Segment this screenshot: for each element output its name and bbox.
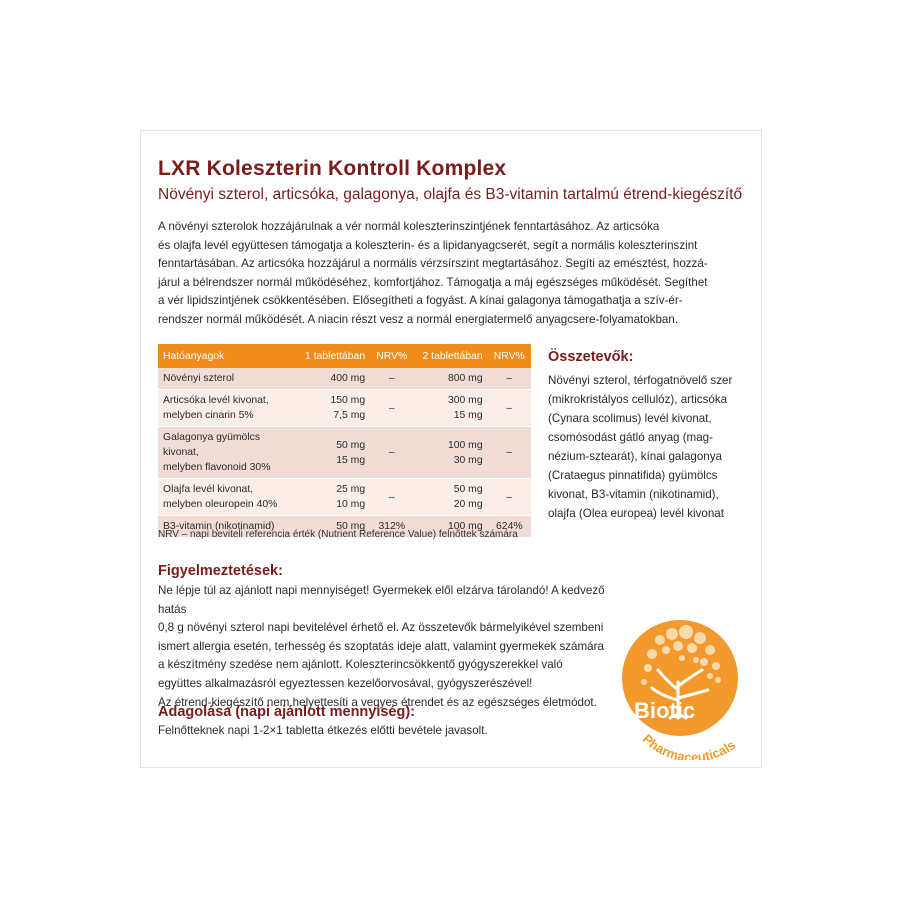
ingredient-name-line: melyben oleuropein 40% (163, 499, 278, 510)
warnings-line: ismert allergia esetén, terhesség és szoptatás ideje alatt, valamint gyermekek számára (158, 639, 604, 653)
header-per-1-tablet: 1 tablettában (296, 344, 370, 368)
amount-line: 300 mg (447, 395, 483, 406)
header-nrv-1: NRV% (370, 344, 413, 368)
intro-line: a vér lipidszintjének csökkentésében. Elősegítheti a fogyást. A kínai galagonya támogathatja a szív-ér- (158, 294, 683, 307)
biotic-pharmaceuticals-logo (612, 600, 762, 760)
header-nrv-2: NRV% (488, 344, 531, 368)
warnings-text (158, 582, 618, 712)
ingredient-name-line: melyben flavonoid 30% (163, 462, 271, 473)
ingredient-name-line: Olajfa levél kivonat, (163, 484, 254, 495)
nrv-2-tablets: – (488, 390, 531, 427)
ingredient-name-line: Galagonya gyümölcs kivonat, (163, 432, 261, 458)
warnings-line: 0,8 g növényi szterol napi bevitelével érhető el. Az összetevők bármelyikével szembeni (158, 621, 604, 635)
intro-text (158, 218, 748, 329)
active-ingredients-table (158, 344, 531, 538)
amount-line: 50 mg (336, 521, 366, 532)
warnings-line: Az étrend-kiegészítő nem helyettesíti a vegyes étrendet és az egészséges életmódot. (158, 695, 597, 709)
amount-1-tablet (296, 368, 370, 390)
header-active-ingredients: Hatóanyagok (158, 344, 296, 368)
warnings-line: Ne lépje túl az ajánlott napi mennyiséget! Gyermekek elől elzárva tárolandó! A kedvező hatás (158, 584, 605, 616)
ingredients-line: (Crataegus pinnatifida) gyümölcs (548, 469, 718, 482)
intro-line: és olajfa levél együttesen támogatja a koleszterin- és a lipidanyagcserét, segít a normális koleszterinszint (158, 238, 698, 252)
ingredients-line: kivonat, B3-vitamin (nikotinamid), (548, 488, 719, 501)
amount-line: 10 mg (336, 499, 366, 510)
logo-arc-path-text: Pharmaceuticals (639, 731, 739, 760)
product-title: LXR Koleszterin Kontroll Komplex (158, 157, 507, 180)
ingredient-name-line: Articsóka levél kivonat, (163, 395, 269, 406)
amount-2-tablets (413, 368, 487, 390)
intro-line: A növényi szterolok hozzájárulnak a vér normál koleszterinszintjének fenntartásához. Az articsóka (158, 220, 660, 233)
dosage-text: Felnőtteknek napi 1-2×1 tabletta étkezés előtti bevétele javasolt. (158, 724, 488, 737)
table-row (158, 479, 531, 516)
amount-line: 400 mg (330, 373, 366, 384)
ingredient-name (158, 368, 296, 390)
nrv-1-tablet: – (370, 479, 413, 516)
nrv-1-tablet: – (370, 427, 413, 479)
amount-line: 25 mg (336, 484, 366, 495)
warnings-heading: Figyelmeztetések: (158, 563, 283, 579)
nrv-1-tablet: 312% (370, 516, 413, 538)
amount-2-tablets (413, 390, 487, 427)
ingredient-name-line: Növényi szterol (163, 373, 235, 384)
amount-line: 15 mg (336, 454, 366, 466)
amount-line: 50 mg (336, 439, 366, 451)
logo-text-arc (640, 731, 738, 760)
amount-line: 50 mg (453, 484, 483, 495)
ingredient-name-line: B3-vitamin (nikotinamid) (163, 521, 275, 532)
intro-line: fenntartásában. Az articsóka hozzájárul a normális vérzsírszint megtartásához. Segíti az emésztést, hozzá- (158, 257, 708, 270)
dosage-heading: Adagolása (napi ajánlott mennyiség): (158, 704, 416, 720)
amount-1-tablet (296, 479, 370, 516)
logo-text-main: Biotic (634, 698, 696, 723)
ingredients-text (548, 371, 753, 523)
amount-line: 15 mg (453, 410, 483, 421)
logo-graphic (612, 600, 762, 760)
ingredients-line: nézium-sztearát), kínai galagonya (548, 450, 722, 463)
nrv-2-tablets: 624% (488, 516, 531, 538)
amount-line: 800 mg (447, 373, 483, 384)
intro-line: rendszer normál működését. A niacin részt vesz a normál energiatermelő anyagcsere-folyamatokban. (158, 312, 679, 326)
ingredient-name-line: melyben cinarin 5% (163, 410, 254, 421)
ingredients-line: olajfa (Olea europea) levél kivonat (548, 507, 724, 520)
nrv-2-tablets: – (488, 427, 531, 479)
intro-line: járul a bélrendszer normál működéséhez, komfortjához. Támogatja a máj egészséges működését. Segíthet (158, 275, 708, 289)
nrv-footnote: NRV – napi beviteli referencia érték (Nutrient Reference Value) felnőttek számára (158, 529, 518, 540)
header-per-2-tablets: 2 tablettában (413, 344, 487, 368)
table-header-row (158, 344, 531, 368)
ingredients-heading: Összetevők: (548, 349, 634, 365)
amount-line: 30 mg (453, 454, 483, 466)
ingredients-line: csomósodást gátló anyag (mag- (548, 431, 713, 444)
warnings-line: együttes alkalmazásról egyeztessen kezelőorvosával, gyógyszerészével! (158, 676, 533, 690)
ingredients-line: (Cynara scolimus) levél kivonat, (548, 412, 712, 425)
product-subtitle: Növényi szterol, articsóka, galagonya, olajfa és B3-vitamin tartalmú étrend-kiegészítő (158, 186, 743, 203)
ingredient-name (158, 390, 296, 427)
amount-line: 7,5 mg (333, 410, 366, 421)
ingredients-line: (mikrokristályos cellulóz), articsóka (548, 393, 728, 406)
amount-line: 150 mg (330, 395, 366, 406)
amount-1-tablet (296, 427, 370, 479)
amount-line: 20 mg (453, 499, 483, 510)
ingredients-line: Növényi szterol, térfogatnövelő szer (548, 374, 733, 387)
warnings-line: a készítmény szedése nem ajánlott. Koleszterincsökkentő gyógyszerekkel való (158, 658, 563, 672)
table-row (158, 368, 531, 390)
nrv-2-tablets: – (488, 368, 531, 390)
amount-2-tablets (413, 479, 487, 516)
nrv-2-tablets: – (488, 479, 531, 516)
nrv-1-tablet: – (370, 368, 413, 390)
table-row (158, 390, 531, 427)
nrv-1-tablet: – (370, 390, 413, 427)
amount-line: 100 mg (447, 521, 483, 532)
amount-2-tablets (413, 427, 487, 479)
table-row (158, 427, 531, 479)
ingredient-name (158, 479, 296, 516)
amount-line: 100 mg (447, 439, 483, 451)
amount-1-tablet (296, 390, 370, 427)
ingredient-name (158, 427, 296, 479)
